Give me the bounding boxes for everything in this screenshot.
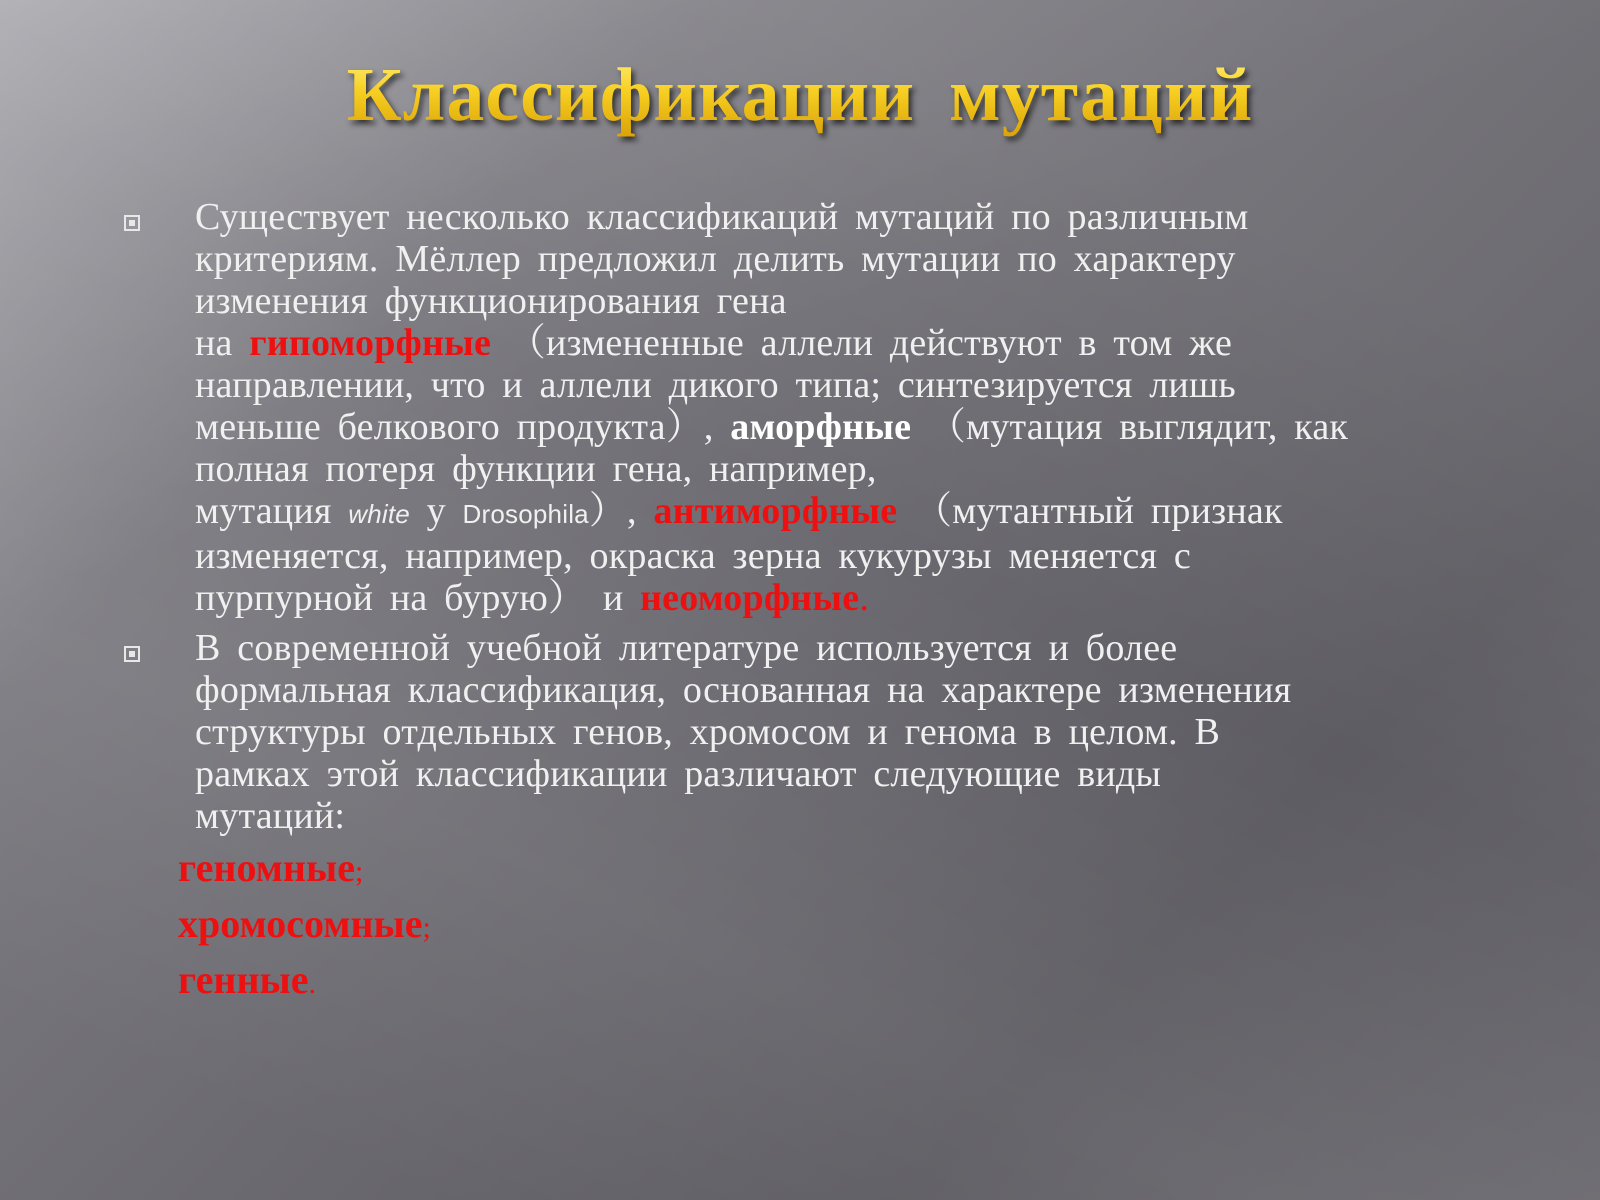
text-line — [195, 322, 1500, 364]
text-line: структуры отдельных генов, хромосом и генома в целом. В — [195, 711, 1221, 753]
slide-title: Классификации мутаций — [0, 52, 1600, 139]
gene-name-white: white — [348, 499, 410, 529]
text-fragment: пурпурной на бурую） и — [195, 577, 641, 619]
text-line — [195, 490, 1500, 535]
mutation-types-list — [178, 842, 431, 1010]
bullet-item-1 — [120, 196, 1500, 619]
text-fragment: ）, — [588, 490, 654, 532]
text-fragment: мутация — [195, 490, 349, 532]
text-line: мутаций: — [195, 795, 346, 837]
mutation-type-genomic — [178, 842, 431, 898]
type-separator: . — [308, 967, 316, 1000]
type-term: хромосомные — [178, 901, 423, 946]
text-fragment: меньше белкового продукта）, — [195, 406, 731, 448]
bullet-text-2 — [195, 627, 1500, 837]
text-fragment: . — [859, 577, 870, 619]
text-line: изменяется, например, окраска зерна кукурузы меняется с — [195, 535, 1191, 577]
text-line: критериям. Мёллер предложил делить мутации по характеру — [195, 238, 1236, 280]
bullet-text-1 — [195, 196, 1500, 619]
text-line — [195, 406, 1500, 448]
text-fragment: у — [409, 490, 463, 532]
bullet-item-2 — [120, 627, 1500, 837]
slide-content — [120, 196, 1500, 845]
square-bullet-icon — [124, 646, 140, 662]
organism-name: Drosophila — [462, 499, 589, 529]
text-line: изменения функционирования гена — [195, 280, 787, 322]
text-line: В современной учебной литературе используется и более — [195, 627, 1178, 669]
type-separator: ; — [422, 911, 431, 944]
text-line: направлении, что и аллели дикого типа; синтезируется лишь — [195, 364, 1236, 406]
type-term: генные — [178, 957, 309, 1002]
text-line: рамках этой классификации различают следующие виды — [195, 753, 1162, 795]
type-separator: ; — [354, 855, 364, 888]
term-amorphic: аморфные — [730, 406, 912, 448]
text-line — [195, 577, 1500, 619]
square-bullet-icon — [124, 215, 140, 231]
text-fragment: （мутация выглядит, как — [911, 406, 1349, 448]
mutation-type-gene — [178, 954, 431, 1010]
text-fragment: （измененные аллели действуют в том же — [491, 322, 1233, 364]
text-fragment: （мутантный признак — [897, 490, 1283, 532]
term-antimorphic: антиморфные — [653, 490, 898, 532]
term-hypomorphic: гипоморфные — [249, 322, 492, 364]
term-neomorphic: неоморфные — [640, 577, 860, 619]
text-line: полная потеря функции гена, например, — [195, 448, 877, 490]
type-term: геномные — [178, 845, 355, 890]
text-line: формальная классификация, основанная на характере изменения — [195, 669, 1292, 711]
mutation-type-chromosomal — [178, 898, 431, 954]
text-fragment: на — [195, 322, 250, 364]
text-line: Существует несколько классификаций мутаций по различным — [195, 196, 1249, 238]
